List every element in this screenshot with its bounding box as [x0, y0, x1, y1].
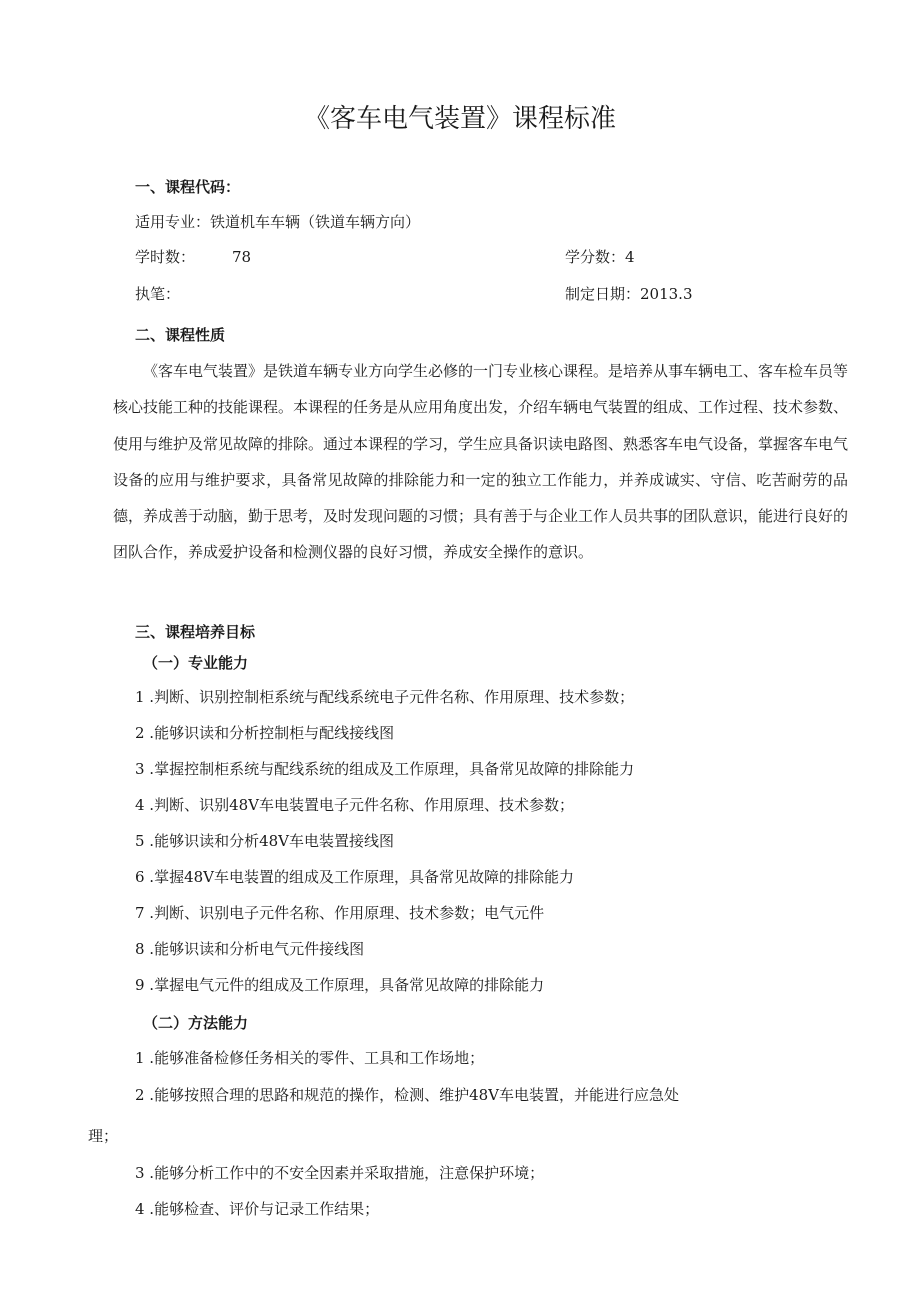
course-nature-paragraph: 《客车电气装置》是铁道车辆专业方向学生必修的一门专业核心课程。是培养从事车辆电工、客车检车员等核心技能工种的技能课程。本课程的任务是从应用角度出发，介绍车辆电气装置的组成、工作过程、技术参数、使用与维护及常见故障的排除。通过本课程的学习，学生应具备识读电路图、熟悉客车电气设备，掌握客车电气设备的应用与维护要求，具备常见故障的排除能力和一定的独立工作能力，并养成诚实、守信、吃苦耐劳的品德，养成善于动脑，勤于思考，及时发现问题的习惯；具有善于与企业工作人员共事的团队意识，能进行良好的团队合作，养成爱护设备和检测仪器的良好习惯，养成安全操作的意识。	[113, 362, 849, 562]
applicable-major: 适用专业：铁道机车车辆（铁道车辆方向）	[135, 213, 421, 231]
list-item: 4 .能够检查、评价与记录工作结果；	[135, 1200, 380, 1218]
list-item: 2 .能够按照合理的思路和规范的操作，检测、维护48V车电装置，并能进行应急处	[135, 1086, 680, 1104]
section-heading-course-nature: 二、课程性质	[135, 326, 226, 344]
list-item: 9 .掌握电气元件的组成及工作原理，具备常见故障的排除能力	[135, 976, 545, 994]
subheading-professional-ability: （一）专业能力	[143, 654, 249, 672]
credits-label: 学分数：4	[565, 248, 635, 266]
list-item: 2 .能够识读和分析控制柜与配线接线图	[135, 724, 395, 742]
list-item: 7 .判断、识别电子元件名称、作用原理、技术参数；电气元件	[135, 904, 545, 922]
section-heading-training-goals: 三、课程培养目标	[135, 623, 256, 641]
list-item: 5 .能够识读和分析48V车电装置接线图	[135, 832, 395, 850]
list-item: 3 .掌握控制柜系统与配线系统的组成及工作原理，具备常见故障的排除能力	[135, 760, 635, 778]
section-heading-course-code: 一、课程代码：	[135, 178, 241, 196]
list-item: 4 .判断、识别48V车电装置电子元件名称、作用原理、技术参数；	[135, 796, 575, 814]
list-item-continuation: 理；	[88, 1127, 119, 1145]
list-item: 1 .能够准备检修任务相关的零件、工具和工作场地；	[135, 1049, 485, 1067]
page-title: 《客车电气装置》课程标准	[303, 104, 616, 134]
list-item: 6 .掌握48V车电装置的组成及工作原理，具备常见故障的排除能力	[135, 868, 575, 886]
subheading-method-ability: （二）方法能力	[143, 1014, 249, 1032]
list-item: 3 .能够分析工作中的不安全因素并采取措施，注意保护环境；	[135, 1164, 545, 1182]
date-label: 制定日期：2013.3	[565, 285, 693, 303]
hours-value: 78	[232, 248, 252, 266]
list-item: 8 .能够识读和分析电气元件接线图	[135, 940, 365, 958]
hours-label: 学时数：	[135, 248, 196, 266]
list-item: 1 .判断、识别控制柜系统与配线系统电子元件名称、作用原理、技术参数；	[135, 688, 635, 706]
author-label: 执笔：	[135, 285, 181, 303]
